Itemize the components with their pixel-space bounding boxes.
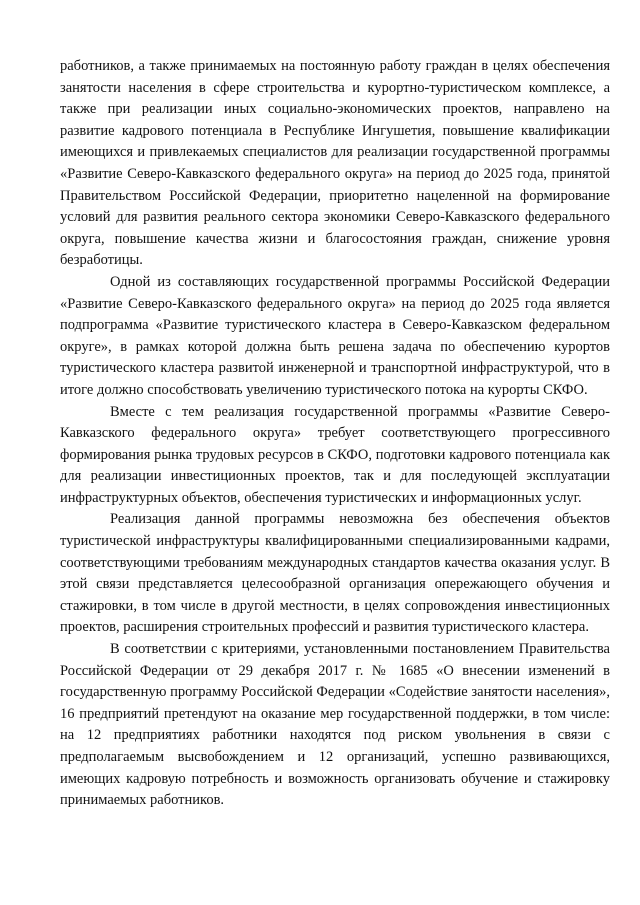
paragraph-4: Реализация данной программы невозможна без обеспечения объектов туристической инфраструктуры квалифицированными специализированными кадрами, соответствующими требованиям международных стандартов качества оказания услуг. В этой связи представляется целесообразной организация опережающего обучения и стажировки, в том числе в другой местности, в целях сопровождения инвестиционных проектов, расширения строительных профессий и развития туристического кластера. [60, 511, 610, 636]
paragraph-3: Вместе с тем реализация государственной программы «Развитие Северо-Кавказского федерального округа» требует соответствующего прогрессивного формирования рынка трудовых ресурсов в СКФО, подготовки кадрового потенциала как для реализации инвестиционных проектов, так и для последующей эксплуатации инфраструктурных объектов, обеспечения туристических и информационных услуг. [60, 403, 610, 506]
paragraph-2: Одной из составляющих государственной программы Российской Федерации «Развитие Северо-Кавказского федерального округа» на период до 2025 года является подпрограмма «Развитие туристического кластера в Северо-Кавказском федеральном округе», в рамках которой должна быть решена задача по обеспечению курортов туристического кластера развитой инженерной и транспортной инфраструктурой, что в итоге должно способствовать увеличению туристического потока на курорты СКФО. [60, 273, 610, 398]
paragraph-1: работников, а также принимаемых на постоянную работу граждан в целях обеспечения занятости населения в сфере строительства и курортно-туристическом комплексе, а также при реализации иных социально-экономических проектов, направлено на развитие кадрового потенциала в Республике Ингушетия, повышение квалификации имеющихся и привлекаемых специалистов для реализации государственной программы «Развитие Северо-Кавказского федерального округа» на период до 2025 года, принятой Правительством Российской Федерации, приоритетно нацеленной на формирование условий для развития реального сектора экономики Северо-Кавказского федерального округа, повышение качества жизни и благосостояния граждан, снижение уровня безработицы. [60, 58, 610, 269]
document-page [60, 56, 610, 812]
paragraph-5: В соответствии с критериями, установленными постановлением Правительства Российской Федерации от 29 декабря 2017 г. № 1685 «О внесении изменений в государственную программу Российской Федерации «Содействие занятости населения», 16 предприятий претендуют на оказание мер государственной поддержки, в том числе: на 12 предприятиях работники находятся под риском увольнения в связи с предполагаемым высвобождением и 12 организаций, успешно развивающихся, имеющих кадровую потребность и возможность организовать обучение и стажировку принимаемых работников. [60, 641, 610, 809]
